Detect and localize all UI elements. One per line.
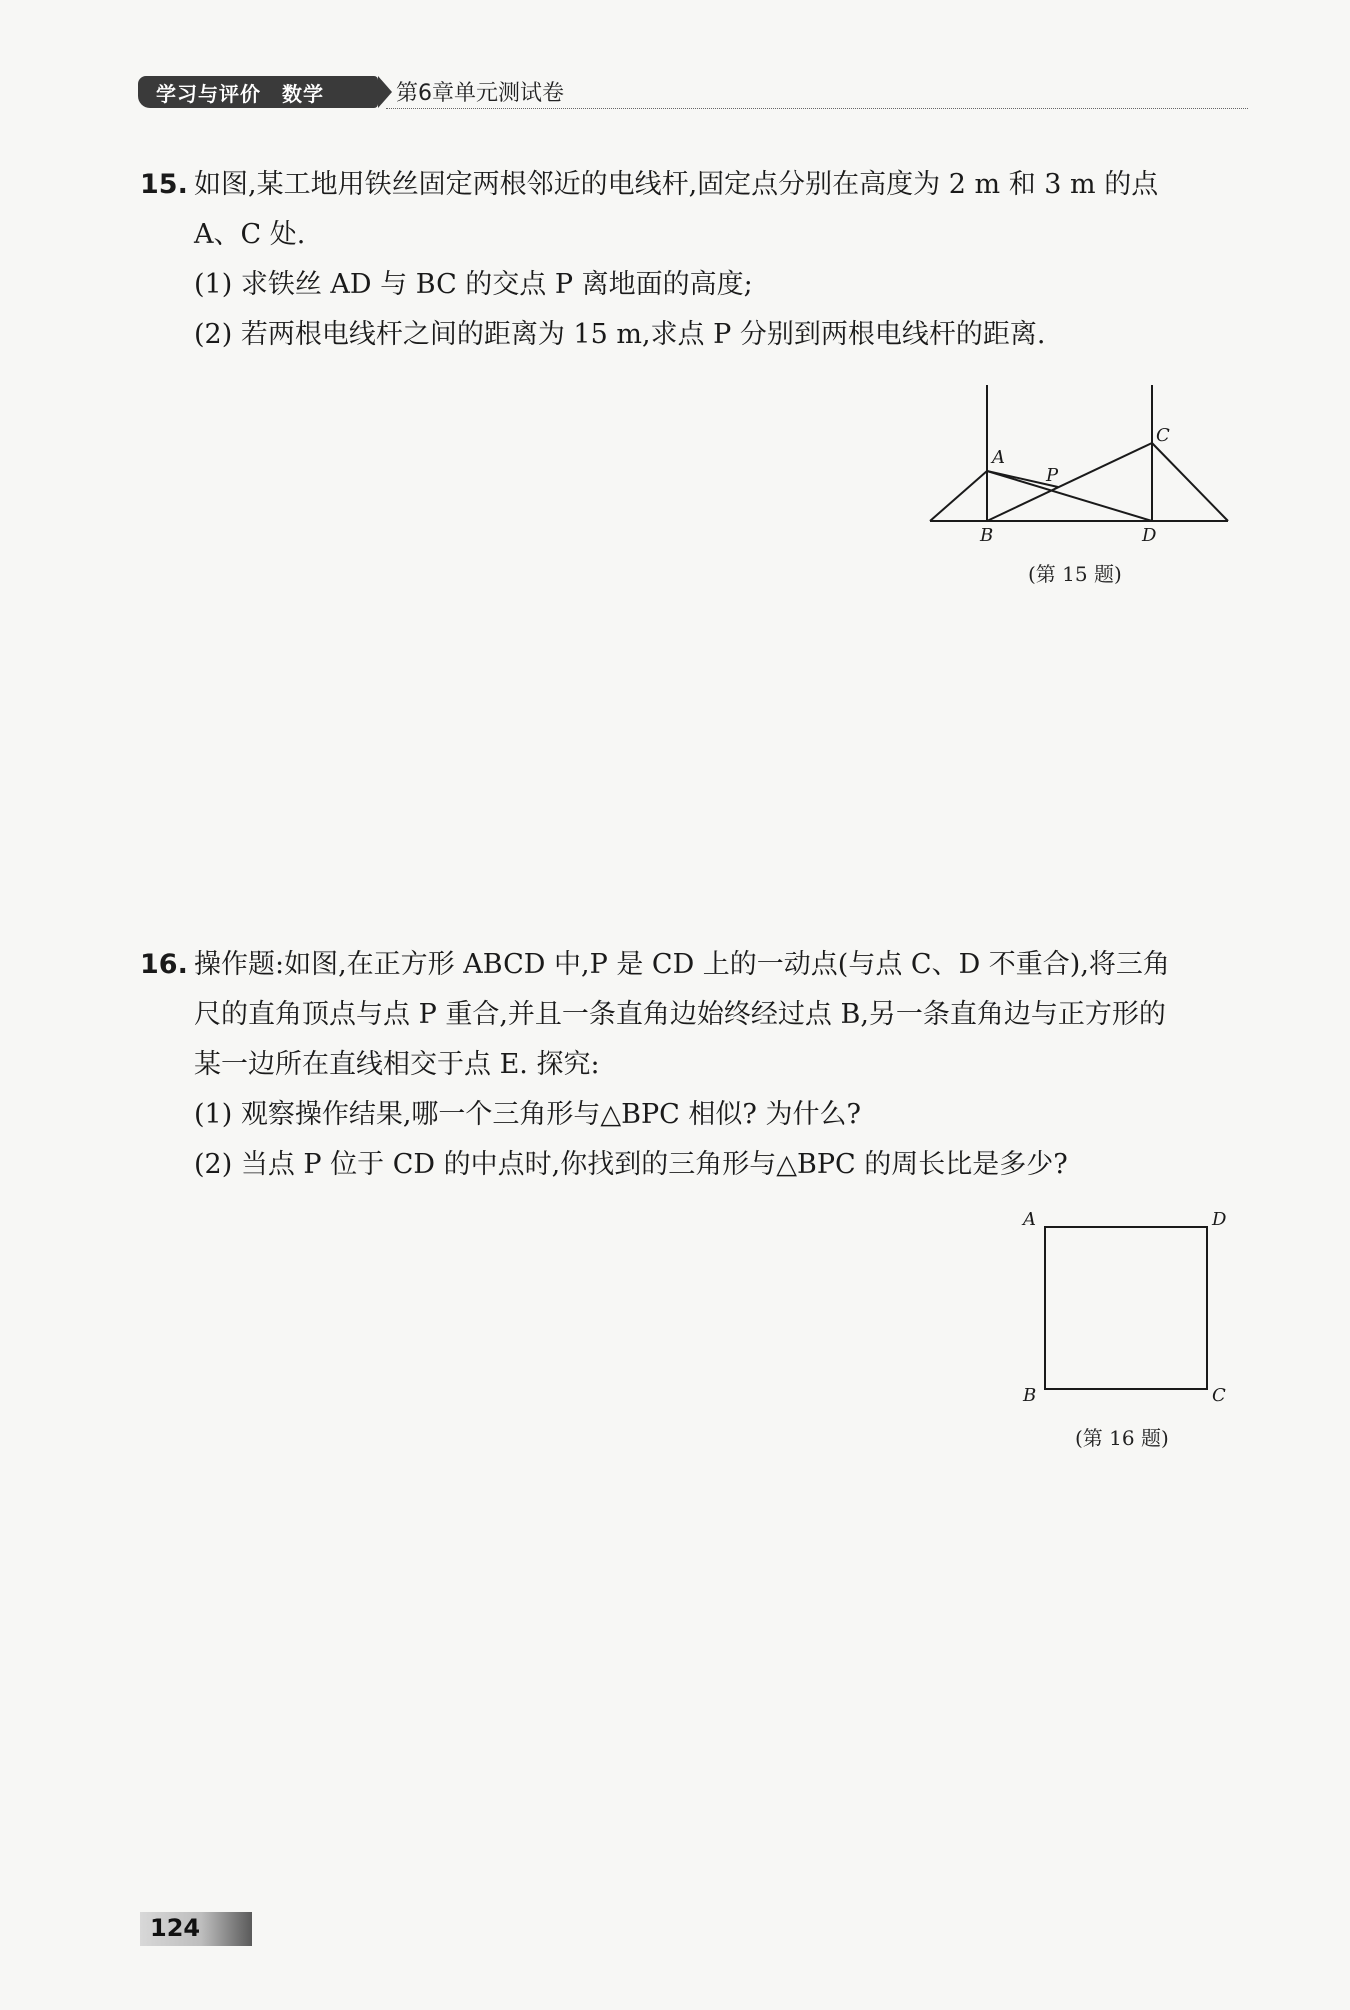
figure-16-square [1015,1205,1235,1405]
question-text-line-2: 尺的直角顶点与点 P 重合,并且一条直角边始终经过点 B,另一条直角边与正方形的 [194,999,1166,1030]
header-divider [386,108,1248,109]
sub-question-2: (2) 若两根电线杆之间的距离为 15 m,求点 P 分别到两根电线杆的距离. [194,319,1046,350]
figure-15-caption: (第 15 题) [1028,562,1122,586]
label-b: B [980,525,994,545]
sub-question-2: (2) 当点 P 位于 CD 的中点时,你找到的三角形与△BPC 的周长比是多少? [194,1149,1068,1180]
question-text-line-3: 某一边所在直线相交于点 E. 探究: [194,1049,600,1080]
sub-question-1: (1) 求铁丝 AD 与 BC 的交点 P 离地面的高度; [194,269,753,300]
label-b: B [1023,1385,1037,1405]
question-15 [140,160,1260,360]
book-title: 学习与评价 数学 [156,82,324,106]
question-number: 16. [140,949,188,980]
page-number: 124 [150,1914,201,1942]
question-number: 15. [140,169,188,200]
sub-question-1: (1) 观察操作结果,哪一个三角形与△BPC 相似? 为什么? [194,1099,861,1130]
label-c: C [1156,425,1170,446]
label-d: D [1212,1209,1227,1230]
label-a: A [1023,1209,1036,1230]
label-d: D [1142,525,1157,545]
wire-bc [987,443,1152,521]
left-brace [930,471,987,521]
wire-ad [987,471,1152,521]
question-text-line-1: 操作题:如图,在正方形 ABCD 中,P 是 CD 上的一动点(与点 C、D 不重合),将三角 [194,949,1170,980]
figure-15-diagram [920,385,1240,545]
page-number-badge [140,1912,252,1946]
label-p: P [1046,465,1059,486]
right-brace [1152,443,1228,521]
square-abcd [1045,1227,1207,1389]
page-header [138,72,1248,112]
label-c: C [1212,1385,1226,1405]
label-a: A [992,447,1005,468]
chapter-title: 第6章单元测试卷 [396,81,564,106]
figure-16-caption: (第 16 题) [1075,1426,1169,1450]
question-text-line-1: 如图,某工地用铁丝固定两根邻近的电线杆,固定点分别在高度为 2 m 和 3 m 的点 [194,169,1159,200]
question-16 [140,940,1260,1190]
question-text-line-2: A、C 处. [194,219,306,250]
